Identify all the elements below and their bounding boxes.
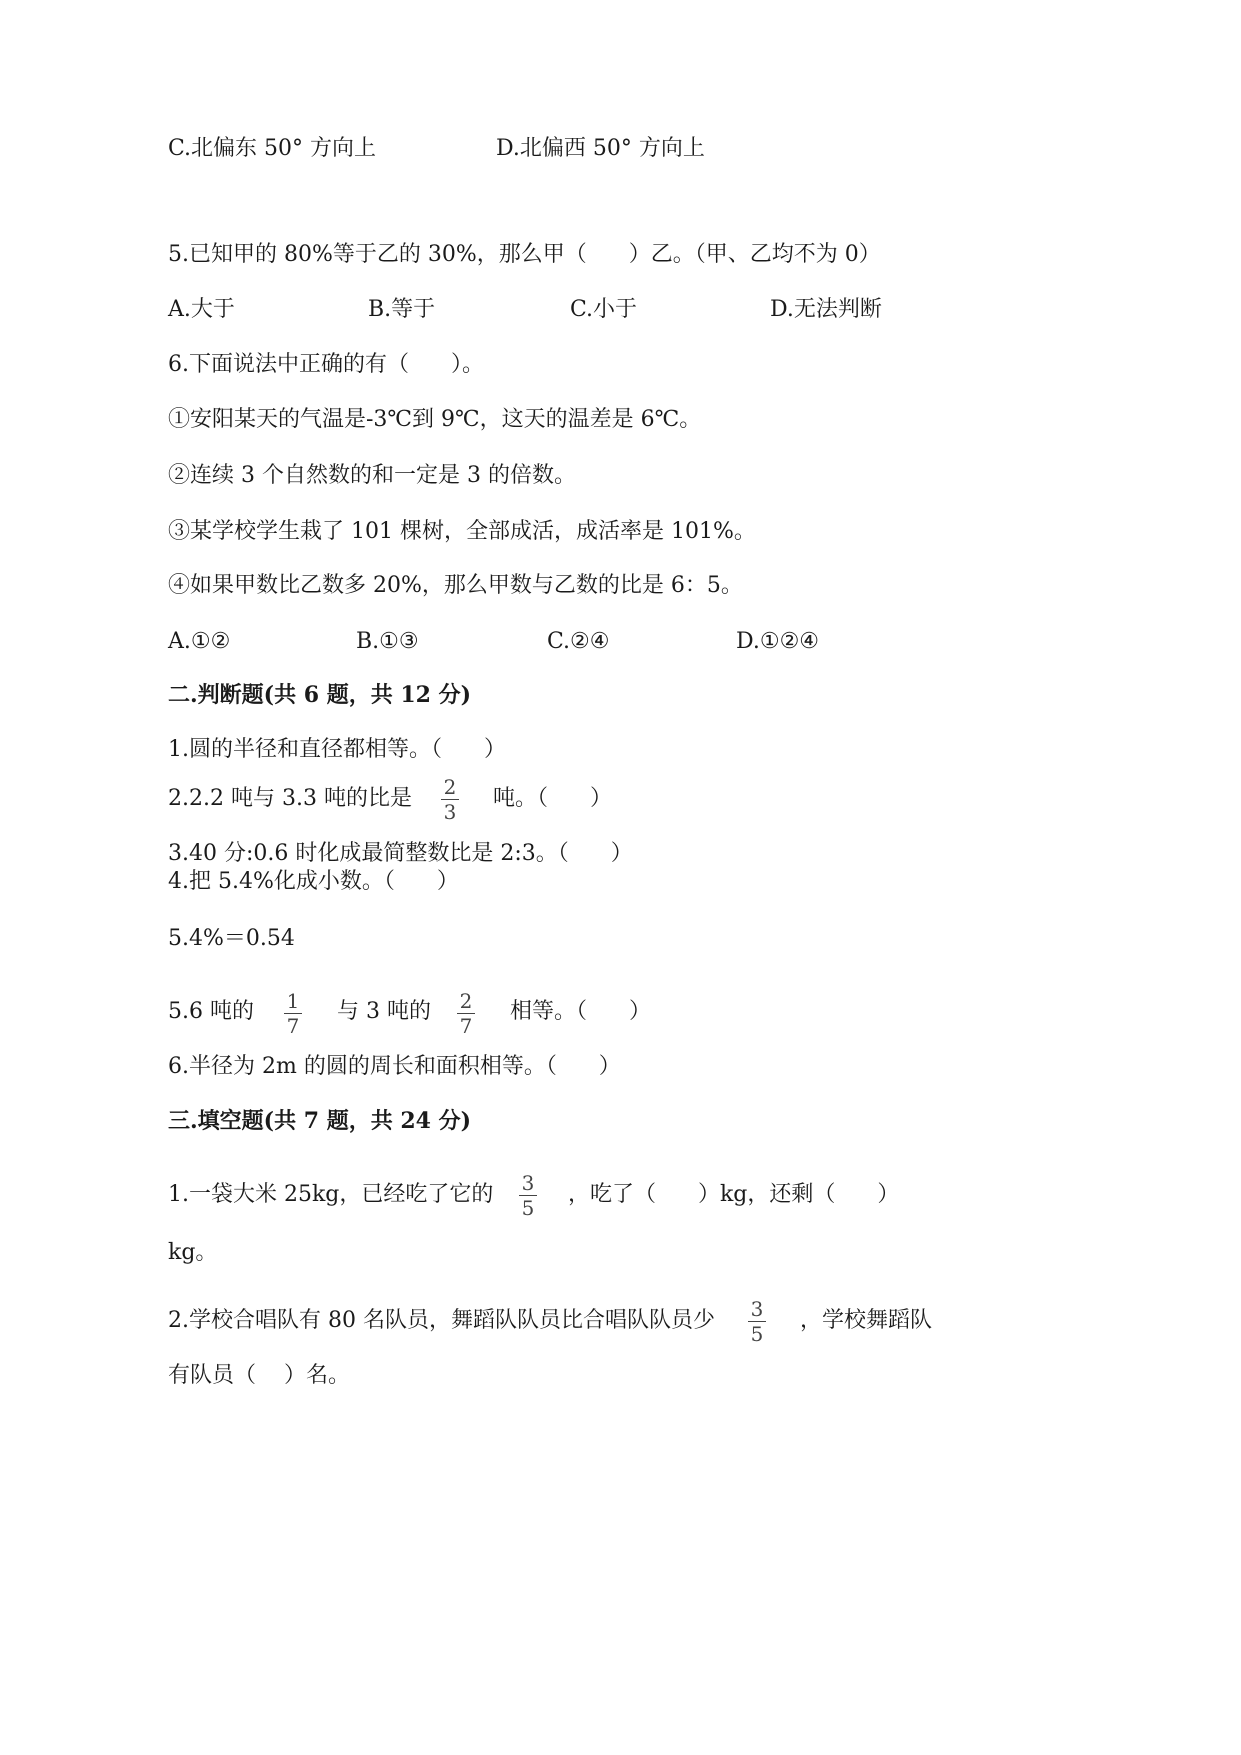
- denominator: 3: [443, 800, 457, 824]
- judgement-5-middle: 与 3 吨的: [337, 999, 431, 1024]
- option-c: C.北偏东 50° 方向上: [168, 136, 377, 161]
- fill-1-unit: kg。: [168, 1240, 218, 1265]
- statement-3: ③某学校学生栽了 101 棵树，全部成活，成活率是 101%。: [168, 519, 756, 544]
- fill-1-tail: ，吃了（ ）kg，还剩（ ）: [568, 1182, 900, 1207]
- judgement-4-equation: 5.4%＝0.54: [168, 926, 295, 951]
- denominator: 7: [459, 1014, 473, 1038]
- section-title: 三.填空题(共 7 题，共 24 分): [168, 1108, 472, 1134]
- fraction: [746, 1298, 768, 1345]
- option-c: C.②④: [547, 629, 610, 654]
- fraction: [439, 776, 461, 823]
- question-stem: 5.已知甲的 80%等于乙的 30%，那么甲（ ）乙。（甲、乙均不为 0）: [168, 242, 881, 267]
- option-b: B.等于: [368, 297, 436, 322]
- option-a: A.①②: [168, 629, 231, 654]
- denominator: 5: [750, 1322, 764, 1346]
- judgement-3: 3.40 分:0.6 时化成最简整数比是 2:3。（ ）: [168, 841, 633, 866]
- judgement-5-text: 5.6 吨的: [168, 999, 254, 1024]
- option-c: C.小于: [570, 297, 638, 322]
- statement-2: ②连续 3 个自然数的和一定是 3 的倍数。: [168, 463, 576, 488]
- fill-2-line2: 有队员（ ）名。: [168, 1363, 350, 1388]
- judgement-2-tail: 吨。（ ）: [493, 786, 612, 811]
- numerator: 1: [286, 989, 300, 1013]
- judgement-6: 6.半径为 2m 的圆的周长和面积相等。（ ）: [168, 1054, 621, 1079]
- fraction: [517, 1172, 539, 1219]
- numerator: 3: [521, 1171, 535, 1195]
- judgement-2-text: 2.2.2 吨与 3.3 吨的比是: [168, 786, 412, 811]
- section-title: 二.判断题(共 6 题，共 12 分): [168, 682, 472, 708]
- judgement-5-tail: 相等。（ ）: [510, 999, 651, 1024]
- denominator: 5: [521, 1196, 535, 1220]
- fill-1-text: 1.一袋大米 25kg，已经吃了它的: [168, 1182, 494, 1207]
- option-d: D.北偏西 50° 方向上: [496, 136, 705, 161]
- numerator: 3: [750, 1297, 764, 1321]
- option-d: D.无法判断: [770, 297, 882, 322]
- option-a: A.大于: [168, 297, 235, 322]
- fill-2-text: 2.学校合唱队有 80 名队员，舞蹈队队员比合唱队队员少: [168, 1308, 715, 1333]
- fraction: [455, 990, 477, 1037]
- option-d: D.①②④: [736, 629, 820, 654]
- statement-4: ④如果甲数比乙数多 20%，那么甲数与乙数的比是 6：5。: [168, 573, 743, 598]
- numerator: 2: [459, 989, 473, 1013]
- numerator: 2: [443, 775, 457, 799]
- fraction: [282, 990, 304, 1037]
- judgement-1: 1.圆的半径和直径都相等。（ ）: [168, 737, 506, 762]
- statement-1: ①安阳某天的气温是-3℃到 9℃，这天的温差是 6℃。: [168, 407, 702, 432]
- fill-2-tail: ，学校舞蹈队: [800, 1308, 933, 1333]
- judgement-4: 4.把 5.4%化成小数。（ ）: [168, 869, 459, 894]
- question-stem: 6.下面说法中正确的有（ ）。: [168, 352, 484, 377]
- option-b: B.①③: [356, 629, 419, 654]
- denominator: 7: [286, 1014, 300, 1038]
